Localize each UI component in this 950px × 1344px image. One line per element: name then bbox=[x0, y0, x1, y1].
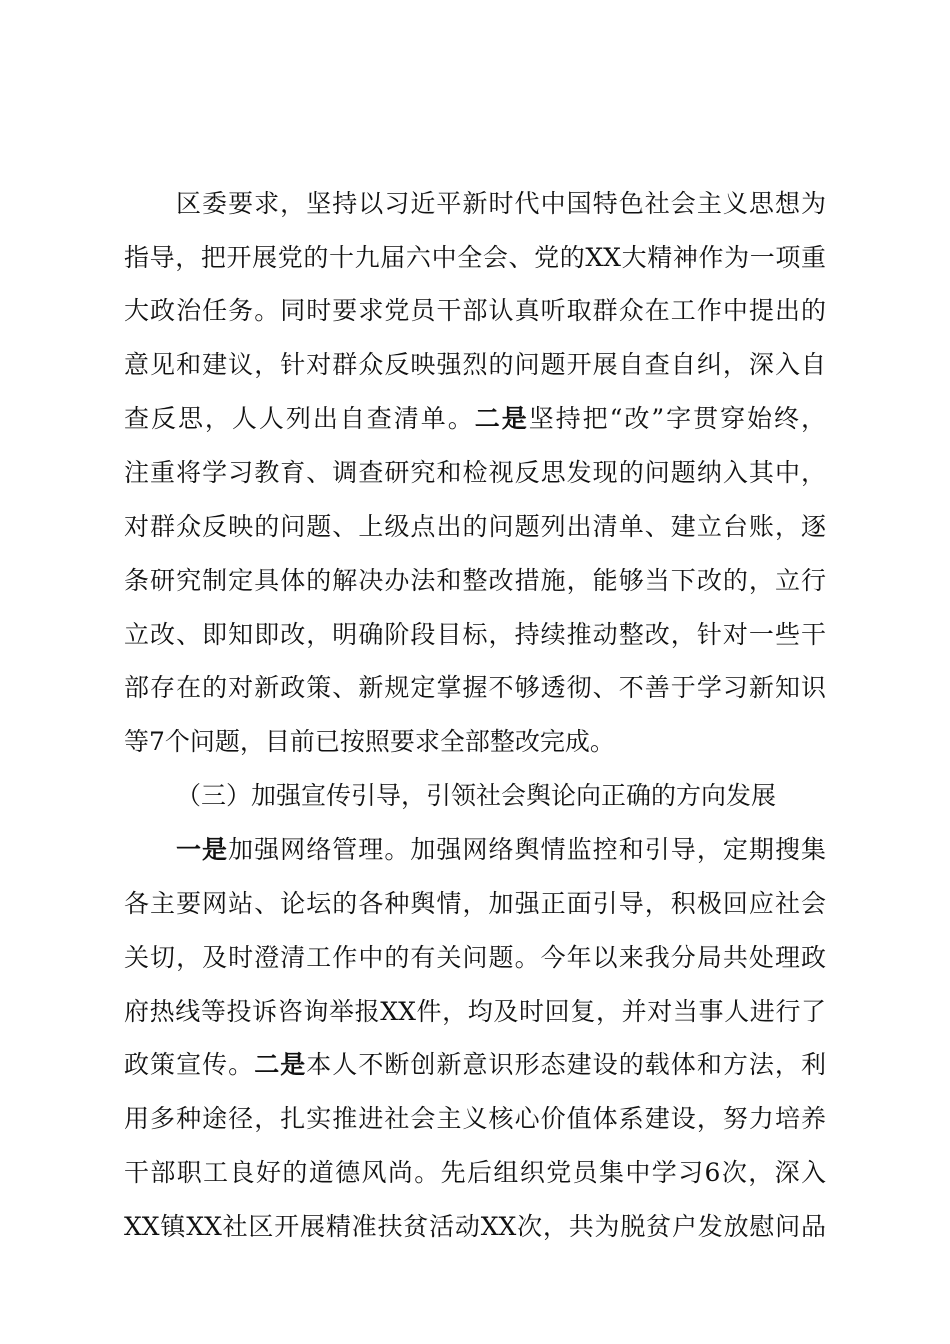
body-text-line: 用多种途径，扎实推进社会主义核心价值体系建设，努力培养 bbox=[124, 1104, 826, 1133]
bold-marker: 二是 bbox=[254, 1050, 307, 1079]
body-text-line: 部存在的对新政策、新规定掌握不够透彻、不善于学习新知识 bbox=[124, 673, 826, 702]
body-text-line: 干部职工良好的道德风尚。先后组织党员集中学习6次，深入 bbox=[124, 1158, 826, 1187]
body-text-line: 条研究制定具体的解决办法和整改措施，能够当下改的，立行 bbox=[124, 566, 826, 595]
section-heading: （三）加强宣传引导，引领社会舆论向正确的方向发展 bbox=[176, 781, 777, 810]
body-text-line: 府热线等投诉咨询举报XX件，均及时回复，并对当事人进行了 bbox=[124, 997, 826, 1026]
body-text-line bbox=[124, 1046, 826, 1084]
body-text-line: 立改、即知即改，明确阶段目标，持续推动整改，针对一些干 bbox=[124, 620, 826, 649]
text-run: 坚持把“改”字贯穿始终， bbox=[528, 404, 826, 433]
text-run: 查反思，人人列出自查清单。 bbox=[124, 404, 475, 433]
body-text-line: 意见和建议，针对群众反映强烈的问题开展自查自纠，深入自 bbox=[124, 350, 826, 379]
bold-marker: 二是 bbox=[474, 404, 529, 433]
body-text-line: 区委要求，坚持以习近平新时代中国特色社会主义思想为 bbox=[176, 189, 826, 218]
body-text-line: 指导，把开展党的十九届六中全会、党的XX大精神作为一项重 bbox=[124, 243, 826, 272]
text-run: 本人不断创新意识形态建设的载体和方法，利 bbox=[306, 1050, 826, 1079]
text-run: 政策宣传。 bbox=[124, 1050, 255, 1079]
body-text-line: XX镇XX社区开展精准扶贫活动XX次，共为脱贫户发放慰问品 bbox=[124, 1212, 826, 1241]
body-text-line bbox=[124, 400, 826, 438]
text-run: 加强网络管理。加强网络舆情监控和引导，定期搜集 bbox=[228, 835, 826, 864]
body-text-line bbox=[176, 831, 826, 869]
body-text-line: 等7个问题，目前已按照要求全部整改完成。 bbox=[124, 727, 615, 756]
body-text-line: 关切，及时澄清工作中的有关问题。今年以来我分局共处理政 bbox=[124, 943, 826, 972]
body-text-line: 注重将学习教育、调查研究和检视反思发现的问题纳入其中， bbox=[124, 458, 826, 487]
bold-marker: 一是 bbox=[176, 835, 229, 864]
body-text-line: 大政治任务。同时要求党员干部认真听取群众在工作中提出的 bbox=[124, 296, 826, 325]
body-text-line: 对群众反映的问题、上级点出的问题列出清单、建立台账，逐 bbox=[124, 512, 826, 541]
body-text-line: 各主要网站、论坛的各种舆情，加强正面引导，积极回应社会 bbox=[124, 889, 826, 918]
